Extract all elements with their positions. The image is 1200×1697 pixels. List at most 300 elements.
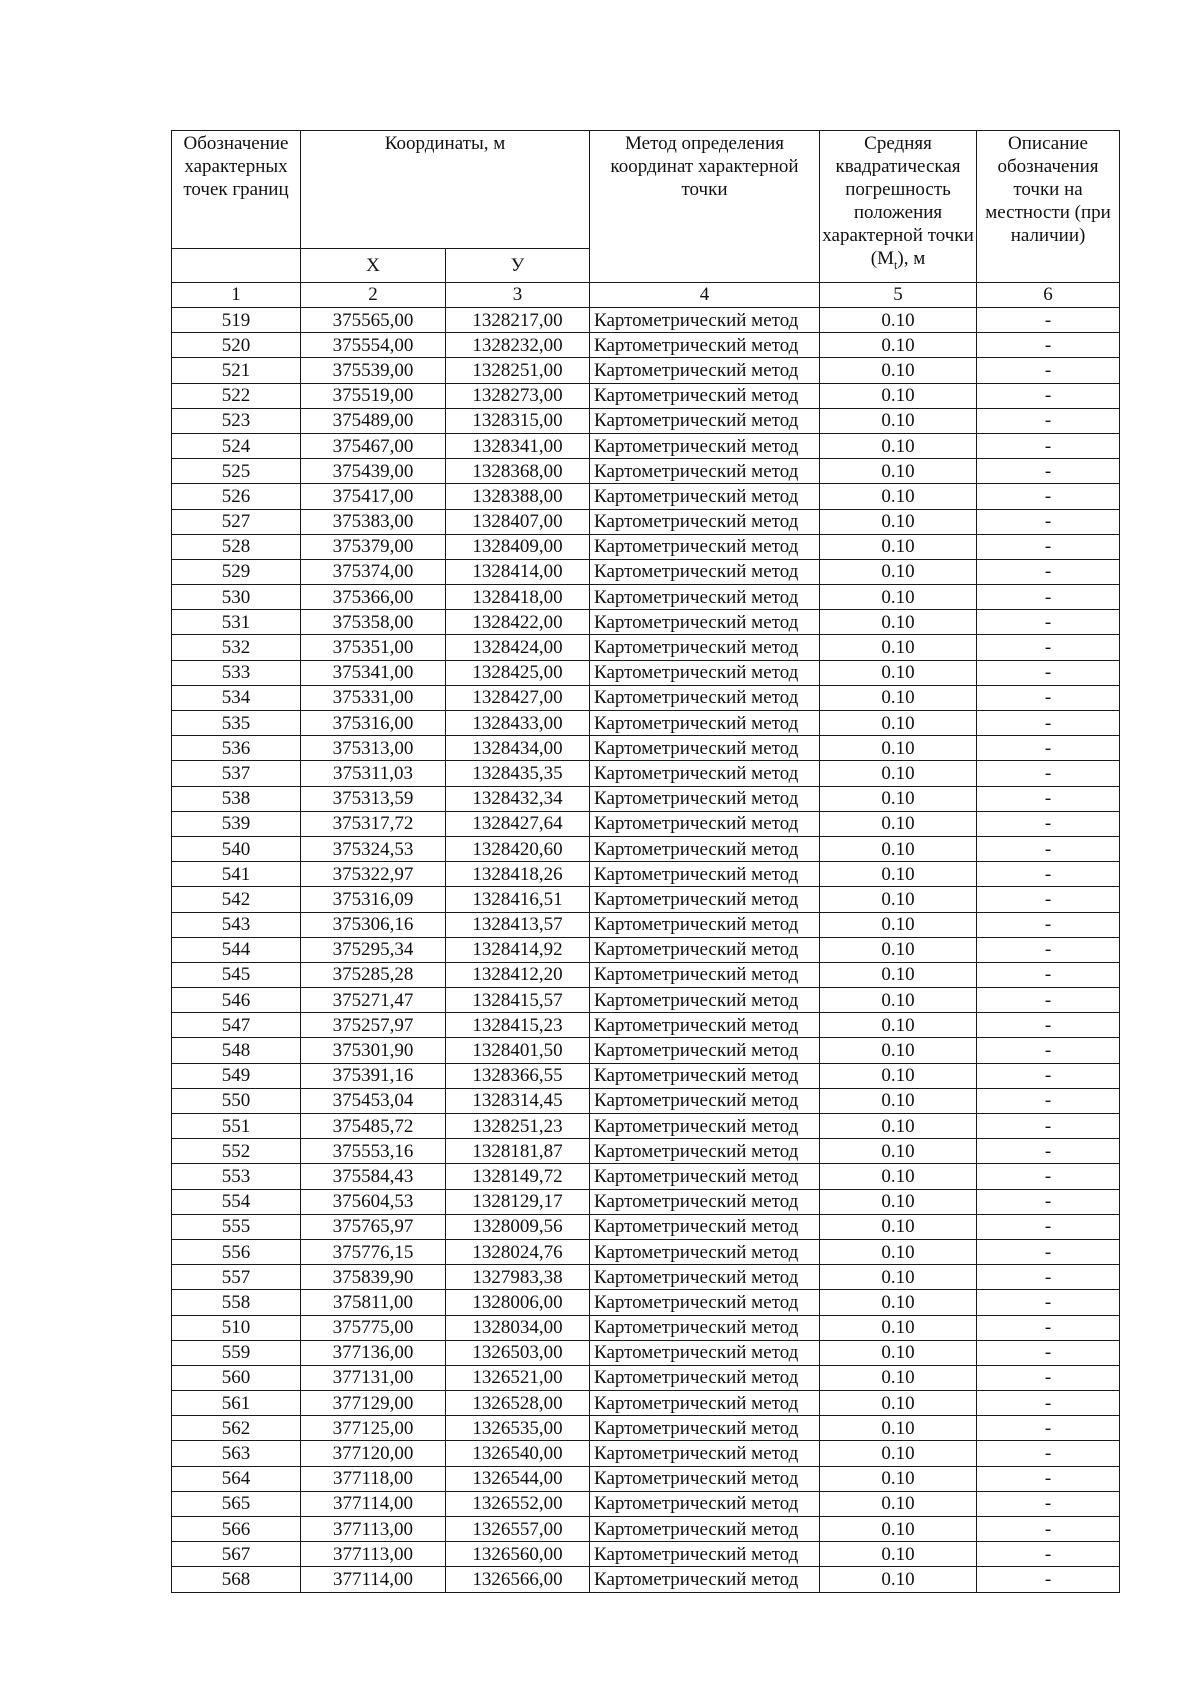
- cell-mean-error: 0.10: [820, 1517, 977, 1542]
- cell-x: 375553,16: [301, 1139, 446, 1164]
- cell-description: -: [977, 1491, 1120, 1516]
- cell-point-id: 536: [172, 736, 301, 761]
- cell-description: -: [977, 912, 1120, 937]
- cell-point-id: 531: [172, 610, 301, 635]
- table-row: [172, 383, 1120, 408]
- cell-description: -: [977, 534, 1120, 559]
- cell-method: Картометрический метод: [590, 711, 820, 736]
- table-row: [172, 1365, 1120, 1390]
- cell-x: 375257,97: [301, 1013, 446, 1038]
- cell-x: 375485,72: [301, 1114, 446, 1139]
- cell-x: 375366,00: [301, 585, 446, 610]
- cell-description: -: [977, 1290, 1120, 1315]
- cell-x: 375317,72: [301, 811, 446, 836]
- table-row: [172, 1491, 1120, 1516]
- cell-y: 1328232,00: [446, 333, 590, 358]
- cell-y: 1326566,00: [446, 1567, 590, 1592]
- cell-y: 1326544,00: [446, 1466, 590, 1491]
- table-row: [172, 433, 1120, 458]
- cell-point-id: 544: [172, 937, 301, 962]
- cell-method: Картометрический метод: [590, 1214, 820, 1239]
- cell-point-id: 542: [172, 887, 301, 912]
- table-row: [172, 1189, 1120, 1214]
- cell-method: Картометрический метод: [590, 358, 820, 383]
- cell-mean-error: 0.10: [820, 1416, 977, 1441]
- cell-method: Картометрический метод: [590, 962, 820, 987]
- cell-mean-error: 0.10: [820, 1189, 977, 1214]
- cell-method: Картометрический метод: [590, 1416, 820, 1441]
- table-row: [172, 761, 1120, 786]
- cell-method: Картометрический метод: [590, 534, 820, 559]
- cell-method: Картометрический метод: [590, 836, 820, 861]
- cell-point-id: 524: [172, 433, 301, 458]
- cell-mean-error: 0.10: [820, 937, 977, 962]
- cell-point-id: 567: [172, 1542, 301, 1567]
- table-row: [172, 1416, 1120, 1441]
- cell-method: Картометрический метод: [590, 862, 820, 887]
- cell-description: -: [977, 811, 1120, 836]
- cell-point-id: 560: [172, 1365, 301, 1390]
- table-row: [172, 585, 1120, 610]
- cell-x: 375811,00: [301, 1290, 446, 1315]
- cell-x: 377136,00: [301, 1340, 446, 1365]
- cell-mean-error: 0.10: [820, 1491, 977, 1516]
- cell-mean-error: 0.10: [820, 685, 977, 710]
- cell-point-id: 535: [172, 711, 301, 736]
- cell-point-id: 563: [172, 1441, 301, 1466]
- cell-mean-error: 0.10: [820, 1088, 977, 1113]
- table-row: [172, 1391, 1120, 1416]
- cell-x: 375316,09: [301, 887, 446, 912]
- cell-x: 375316,00: [301, 711, 446, 736]
- cell-y: 1328415,57: [446, 988, 590, 1013]
- cell-mean-error: 0.10: [820, 736, 977, 761]
- cell-method: Картометрический метод: [590, 912, 820, 937]
- cell-method: Картометрический метод: [590, 1391, 820, 1416]
- cell-y: 1327983,38: [446, 1265, 590, 1290]
- cell-mean-error: 0.10: [820, 1340, 977, 1365]
- cell-y: 1328427,64: [446, 811, 590, 836]
- cell-point-id: 551: [172, 1114, 301, 1139]
- cell-point-id: 538: [172, 786, 301, 811]
- cell-method: Картометрический метод: [590, 811, 820, 836]
- cell-point-id: 552: [172, 1139, 301, 1164]
- cell-y: 1328006,00: [446, 1290, 590, 1315]
- cell-method: Картометрический метод: [590, 1517, 820, 1542]
- cell-point-id: 546: [172, 988, 301, 1013]
- cell-method: Картометрический метод: [590, 1542, 820, 1567]
- cell-x: 375313,59: [301, 786, 446, 811]
- cell-x: 375519,00: [301, 383, 446, 408]
- cell-method: Картометрический метод: [590, 559, 820, 584]
- cell-description: -: [977, 1542, 1120, 1567]
- table-row: [172, 786, 1120, 811]
- cell-x: 375391,16: [301, 1063, 446, 1088]
- cell-point-id: 537: [172, 761, 301, 786]
- cell-x: 375301,90: [301, 1038, 446, 1063]
- cell-mean-error: 0.10: [820, 711, 977, 736]
- column-number: 1: [172, 283, 301, 308]
- cell-y: 1328432,34: [446, 786, 590, 811]
- cell-y: 1326560,00: [446, 1542, 590, 1567]
- cell-y: 1328414,92: [446, 937, 590, 962]
- cell-mean-error: 0.10: [820, 1013, 977, 1038]
- cell-x: 375839,90: [301, 1265, 446, 1290]
- cell-mean-error: 0.10: [820, 1466, 977, 1491]
- cell-description: -: [977, 1189, 1120, 1214]
- cell-y: 1328181,87: [446, 1139, 590, 1164]
- cell-y: 1326557,00: [446, 1517, 590, 1542]
- cell-method: Картометрический метод: [590, 937, 820, 962]
- header-y: У: [446, 249, 590, 283]
- cell-description: -: [977, 988, 1120, 1013]
- cell-y: 1328409,00: [446, 534, 590, 559]
- cell-y: 1326540,00: [446, 1441, 590, 1466]
- cell-mean-error: 0.10: [820, 836, 977, 861]
- cell-description: -: [977, 962, 1120, 987]
- table-row: [172, 836, 1120, 861]
- table-row: [172, 308, 1120, 333]
- cell-x: 377125,00: [301, 1416, 446, 1441]
- cell-point-id: 528: [172, 534, 301, 559]
- cell-method: Картометрический метод: [590, 635, 820, 660]
- cell-mean-error: 0.10: [820, 534, 977, 559]
- cell-point-id: 553: [172, 1164, 301, 1189]
- header-mean-error: [820, 131, 977, 283]
- cell-y: 1328273,00: [446, 383, 590, 408]
- column-number: 5: [820, 283, 977, 308]
- cell-description: -: [977, 1013, 1120, 1038]
- cell-x: 375775,00: [301, 1315, 446, 1340]
- cell-description: -: [977, 635, 1120, 660]
- cell-mean-error: 0.10: [820, 333, 977, 358]
- table-row: [172, 1542, 1120, 1567]
- cell-x: 375374,00: [301, 559, 446, 584]
- cell-method: Картометрический метод: [590, 308, 820, 333]
- cell-mean-error: 0.10: [820, 1139, 977, 1164]
- cell-mean-error: 0.10: [820, 358, 977, 383]
- header-x: X: [301, 249, 446, 283]
- cell-method: Картометрический метод: [590, 459, 820, 484]
- cell-x: 375285,28: [301, 962, 446, 987]
- cell-x: 375358,00: [301, 610, 446, 635]
- cell-y: 1328416,51: [446, 887, 590, 912]
- table-row: [172, 484, 1120, 509]
- cell-x: 375776,15: [301, 1239, 446, 1264]
- cell-point-id: 533: [172, 660, 301, 685]
- table-row: [172, 559, 1120, 584]
- cell-description: -: [977, 1315, 1120, 1340]
- cell-mean-error: 0.10: [820, 1239, 977, 1264]
- cell-mean-error: 0.10: [820, 559, 977, 584]
- table-row: [172, 610, 1120, 635]
- table-row: [172, 333, 1120, 358]
- cell-y: 1326552,00: [446, 1491, 590, 1516]
- cell-method: Картометрический метод: [590, 1239, 820, 1264]
- cell-description: -: [977, 1441, 1120, 1466]
- cell-y: 1326528,00: [446, 1391, 590, 1416]
- cell-method: Картометрический метод: [590, 1340, 820, 1365]
- cell-description: -: [977, 459, 1120, 484]
- table-row: [172, 408, 1120, 433]
- cell-y: 1328129,17: [446, 1189, 590, 1214]
- cell-description: -: [977, 308, 1120, 333]
- cell-point-id: 561: [172, 1391, 301, 1416]
- cell-y: 1328315,00: [446, 408, 590, 433]
- cell-method: Картометрический метод: [590, 1063, 820, 1088]
- cell-description: -: [977, 1517, 1120, 1542]
- cell-point-id: 530: [172, 585, 301, 610]
- cell-point-id: 519: [172, 308, 301, 333]
- cell-description: -: [977, 1239, 1120, 1264]
- cell-y: 1328413,57: [446, 912, 590, 937]
- cell-y: 1328009,56: [446, 1214, 590, 1239]
- cell-mean-error: 0.10: [820, 433, 977, 458]
- cell-description: -: [977, 433, 1120, 458]
- cell-x: 375313,00: [301, 736, 446, 761]
- cell-y: 1328024,76: [446, 1239, 590, 1264]
- cell-mean-error: 0.10: [820, 1164, 977, 1189]
- cell-description: -: [977, 887, 1120, 912]
- header-coordinates: Координаты, м: [301, 131, 590, 249]
- cell-x: 375311,03: [301, 761, 446, 786]
- cell-description: -: [977, 1063, 1120, 1088]
- cell-y: 1328034,00: [446, 1315, 590, 1340]
- cell-description: -: [977, 660, 1120, 685]
- table-header: [172, 131, 1120, 308]
- cell-description: -: [977, 937, 1120, 962]
- cell-x: 377114,00: [301, 1567, 446, 1592]
- cell-point-id: 557: [172, 1265, 301, 1290]
- table-row: [172, 1063, 1120, 1088]
- table-row: [172, 1315, 1120, 1340]
- cell-mean-error: 0.10: [820, 862, 977, 887]
- cell-description: -: [977, 585, 1120, 610]
- table-row: [172, 1239, 1120, 1264]
- cell-description: -: [977, 1340, 1120, 1365]
- cell-y: 1328251,23: [446, 1114, 590, 1139]
- cell-description: -: [977, 1391, 1120, 1416]
- cell-x: 375306,16: [301, 912, 446, 937]
- cell-mean-error: 0.10: [820, 308, 977, 333]
- cell-method: Картометрический метод: [590, 660, 820, 685]
- cell-mean-error: 0.10: [820, 761, 977, 786]
- column-number: 3: [446, 283, 590, 308]
- cell-description: -: [977, 786, 1120, 811]
- cell-y: 1328414,00: [446, 559, 590, 584]
- cell-point-id: 520: [172, 333, 301, 358]
- cell-mean-error: 0.10: [820, 484, 977, 509]
- cell-method: Картометрический метод: [590, 1290, 820, 1315]
- cell-mean-error: 0.10: [820, 408, 977, 433]
- cell-x: 375565,00: [301, 308, 446, 333]
- cell-mean-error: 0.10: [820, 660, 977, 685]
- cell-method: Картометрический метод: [590, 1491, 820, 1516]
- table-row: [172, 635, 1120, 660]
- cell-description: -: [977, 1088, 1120, 1113]
- cell-description: -: [977, 1139, 1120, 1164]
- cell-method: Картометрический метод: [590, 988, 820, 1013]
- cell-description: -: [977, 610, 1120, 635]
- cell-y: 1328427,00: [446, 685, 590, 710]
- table-row: [172, 358, 1120, 383]
- cell-mean-error: 0.10: [820, 1290, 977, 1315]
- table-row: [172, 1139, 1120, 1164]
- cell-mean-error: 0.10: [820, 962, 977, 987]
- cell-mean-error: 0.10: [820, 585, 977, 610]
- cell-x: 377113,00: [301, 1542, 446, 1567]
- cell-description: -: [977, 1214, 1120, 1239]
- table-row: [172, 1290, 1120, 1315]
- cell-x: 377113,00: [301, 1517, 446, 1542]
- cell-method: Картометрический метод: [590, 1265, 820, 1290]
- cell-x: 377114,00: [301, 1491, 446, 1516]
- cell-point-id: 554: [172, 1189, 301, 1214]
- cell-mean-error: 0.10: [820, 459, 977, 484]
- table-row: [172, 1265, 1120, 1290]
- cell-description: -: [977, 509, 1120, 534]
- cell-point-id: 510: [172, 1315, 301, 1340]
- cell-method: Картометрический метод: [590, 1038, 820, 1063]
- cell-x: 375295,34: [301, 937, 446, 962]
- cell-method: Картометрический метод: [590, 333, 820, 358]
- cell-point-id: 523: [172, 408, 301, 433]
- cell-point-id: 564: [172, 1466, 301, 1491]
- cell-point-id: 566: [172, 1517, 301, 1542]
- cell-point-id: 541: [172, 862, 301, 887]
- cell-method: Картометрический метод: [590, 484, 820, 509]
- header-mean-error-text: Средняя квадратическая погрешность положения характерной точки (M: [822, 133, 974, 269]
- cell-x: 375417,00: [301, 484, 446, 509]
- cell-method: Картометрический метод: [590, 509, 820, 534]
- cell-mean-error: 0.10: [820, 383, 977, 408]
- cell-point-id: 522: [172, 383, 301, 408]
- cell-x: 375489,00: [301, 408, 446, 433]
- cell-y: 1328435,35: [446, 761, 590, 786]
- table-row: [172, 459, 1120, 484]
- cell-x: 377120,00: [301, 1441, 446, 1466]
- cell-mean-error: 0.10: [820, 1214, 977, 1239]
- cell-point-id: 565: [172, 1491, 301, 1516]
- table-body: [172, 308, 1120, 1593]
- cell-method: Картометрический метод: [590, 1013, 820, 1038]
- cell-x: 375467,00: [301, 433, 446, 458]
- cell-x: 375379,00: [301, 534, 446, 559]
- cell-y: 1328368,00: [446, 459, 590, 484]
- cell-mean-error: 0.10: [820, 912, 977, 937]
- cell-method: Картометрический метод: [590, 685, 820, 710]
- cell-method: Картометрический метод: [590, 610, 820, 635]
- cell-point-id: 534: [172, 685, 301, 710]
- cell-mean-error: 0.10: [820, 1063, 977, 1088]
- cell-x: 375554,00: [301, 333, 446, 358]
- table-row: [172, 660, 1120, 685]
- header-mean-error-unit: ), м: [897, 248, 926, 269]
- cell-mean-error: 0.10: [820, 1315, 977, 1340]
- cell-method: Картометрический метод: [590, 1365, 820, 1390]
- cell-mean-error: 0.10: [820, 509, 977, 534]
- cell-x: 375584,43: [301, 1164, 446, 1189]
- cell-x: 375765,97: [301, 1214, 446, 1239]
- table-row: [172, 1038, 1120, 1063]
- cell-y: 1326535,00: [446, 1416, 590, 1441]
- cell-method: Картометрический метод: [590, 433, 820, 458]
- cell-mean-error: 0.10: [820, 811, 977, 836]
- cell-description: -: [977, 1164, 1120, 1189]
- cell-y: 1328314,45: [446, 1088, 590, 1113]
- cell-point-id: 547: [172, 1013, 301, 1038]
- cell-description: -: [977, 1365, 1120, 1390]
- cell-x: 377131,00: [301, 1365, 446, 1390]
- cell-y: 1328433,00: [446, 711, 590, 736]
- cell-x: 375539,00: [301, 358, 446, 383]
- table-row: [172, 937, 1120, 962]
- cell-y: 1328149,72: [446, 1164, 590, 1189]
- cell-y: 1328424,00: [446, 635, 590, 660]
- cell-mean-error: 0.10: [820, 1265, 977, 1290]
- table-row: [172, 1441, 1120, 1466]
- cell-mean-error: 0.10: [820, 887, 977, 912]
- cell-method: Картометрический метод: [590, 1088, 820, 1113]
- cell-x: 375351,00: [301, 635, 446, 660]
- cell-description: -: [977, 358, 1120, 383]
- table-row: [172, 1340, 1120, 1365]
- cell-y: 1328251,00: [446, 358, 590, 383]
- cell-x: 375324,53: [301, 836, 446, 861]
- cell-y: 1328425,00: [446, 660, 590, 685]
- table-row: [172, 736, 1120, 761]
- cell-point-id: 545: [172, 962, 301, 987]
- cell-x: 377118,00: [301, 1466, 446, 1491]
- cell-y: 1328401,50: [446, 1038, 590, 1063]
- table-row: [172, 988, 1120, 1013]
- column-number: 4: [590, 283, 820, 308]
- cell-point-id: 548: [172, 1038, 301, 1063]
- cell-description: -: [977, 1114, 1120, 1139]
- header-description: Описание обозначения точки на местности (при наличии): [977, 131, 1120, 283]
- cell-method: Картометрический метод: [590, 1189, 820, 1214]
- cell-y: 1328341,00: [446, 433, 590, 458]
- cell-method: Картометрический метод: [590, 736, 820, 761]
- cell-point-id: 558: [172, 1290, 301, 1315]
- cell-mean-error: 0.10: [820, 1114, 977, 1139]
- cell-y: 1328366,55: [446, 1063, 590, 1088]
- cell-description: -: [977, 685, 1120, 710]
- cell-description: -: [977, 1265, 1120, 1290]
- cell-x: 377129,00: [301, 1391, 446, 1416]
- cell-y: 1326521,00: [446, 1365, 590, 1390]
- header-method: Метод определения координат характерной точки: [590, 131, 820, 283]
- cell-y: 1328407,00: [446, 509, 590, 534]
- table-row: [172, 1214, 1120, 1239]
- cell-mean-error: 0.10: [820, 1441, 977, 1466]
- cell-y: 1328418,00: [446, 585, 590, 610]
- cell-point-id: 559: [172, 1340, 301, 1365]
- cell-point-id: 521: [172, 358, 301, 383]
- cell-point-id: 562: [172, 1416, 301, 1441]
- cell-x: 375604,53: [301, 1189, 446, 1214]
- cell-point-id: 539: [172, 811, 301, 836]
- cell-x: 375331,00: [301, 685, 446, 710]
- table-row: [172, 912, 1120, 937]
- cell-method: Картометрический метод: [590, 1315, 820, 1340]
- cell-y: 1328418,26: [446, 862, 590, 887]
- table-row: [172, 962, 1120, 987]
- cell-description: -: [977, 836, 1120, 861]
- cell-point-id: 543: [172, 912, 301, 937]
- cell-method: Картометрический метод: [590, 1441, 820, 1466]
- cell-method: Картометрический метод: [590, 1114, 820, 1139]
